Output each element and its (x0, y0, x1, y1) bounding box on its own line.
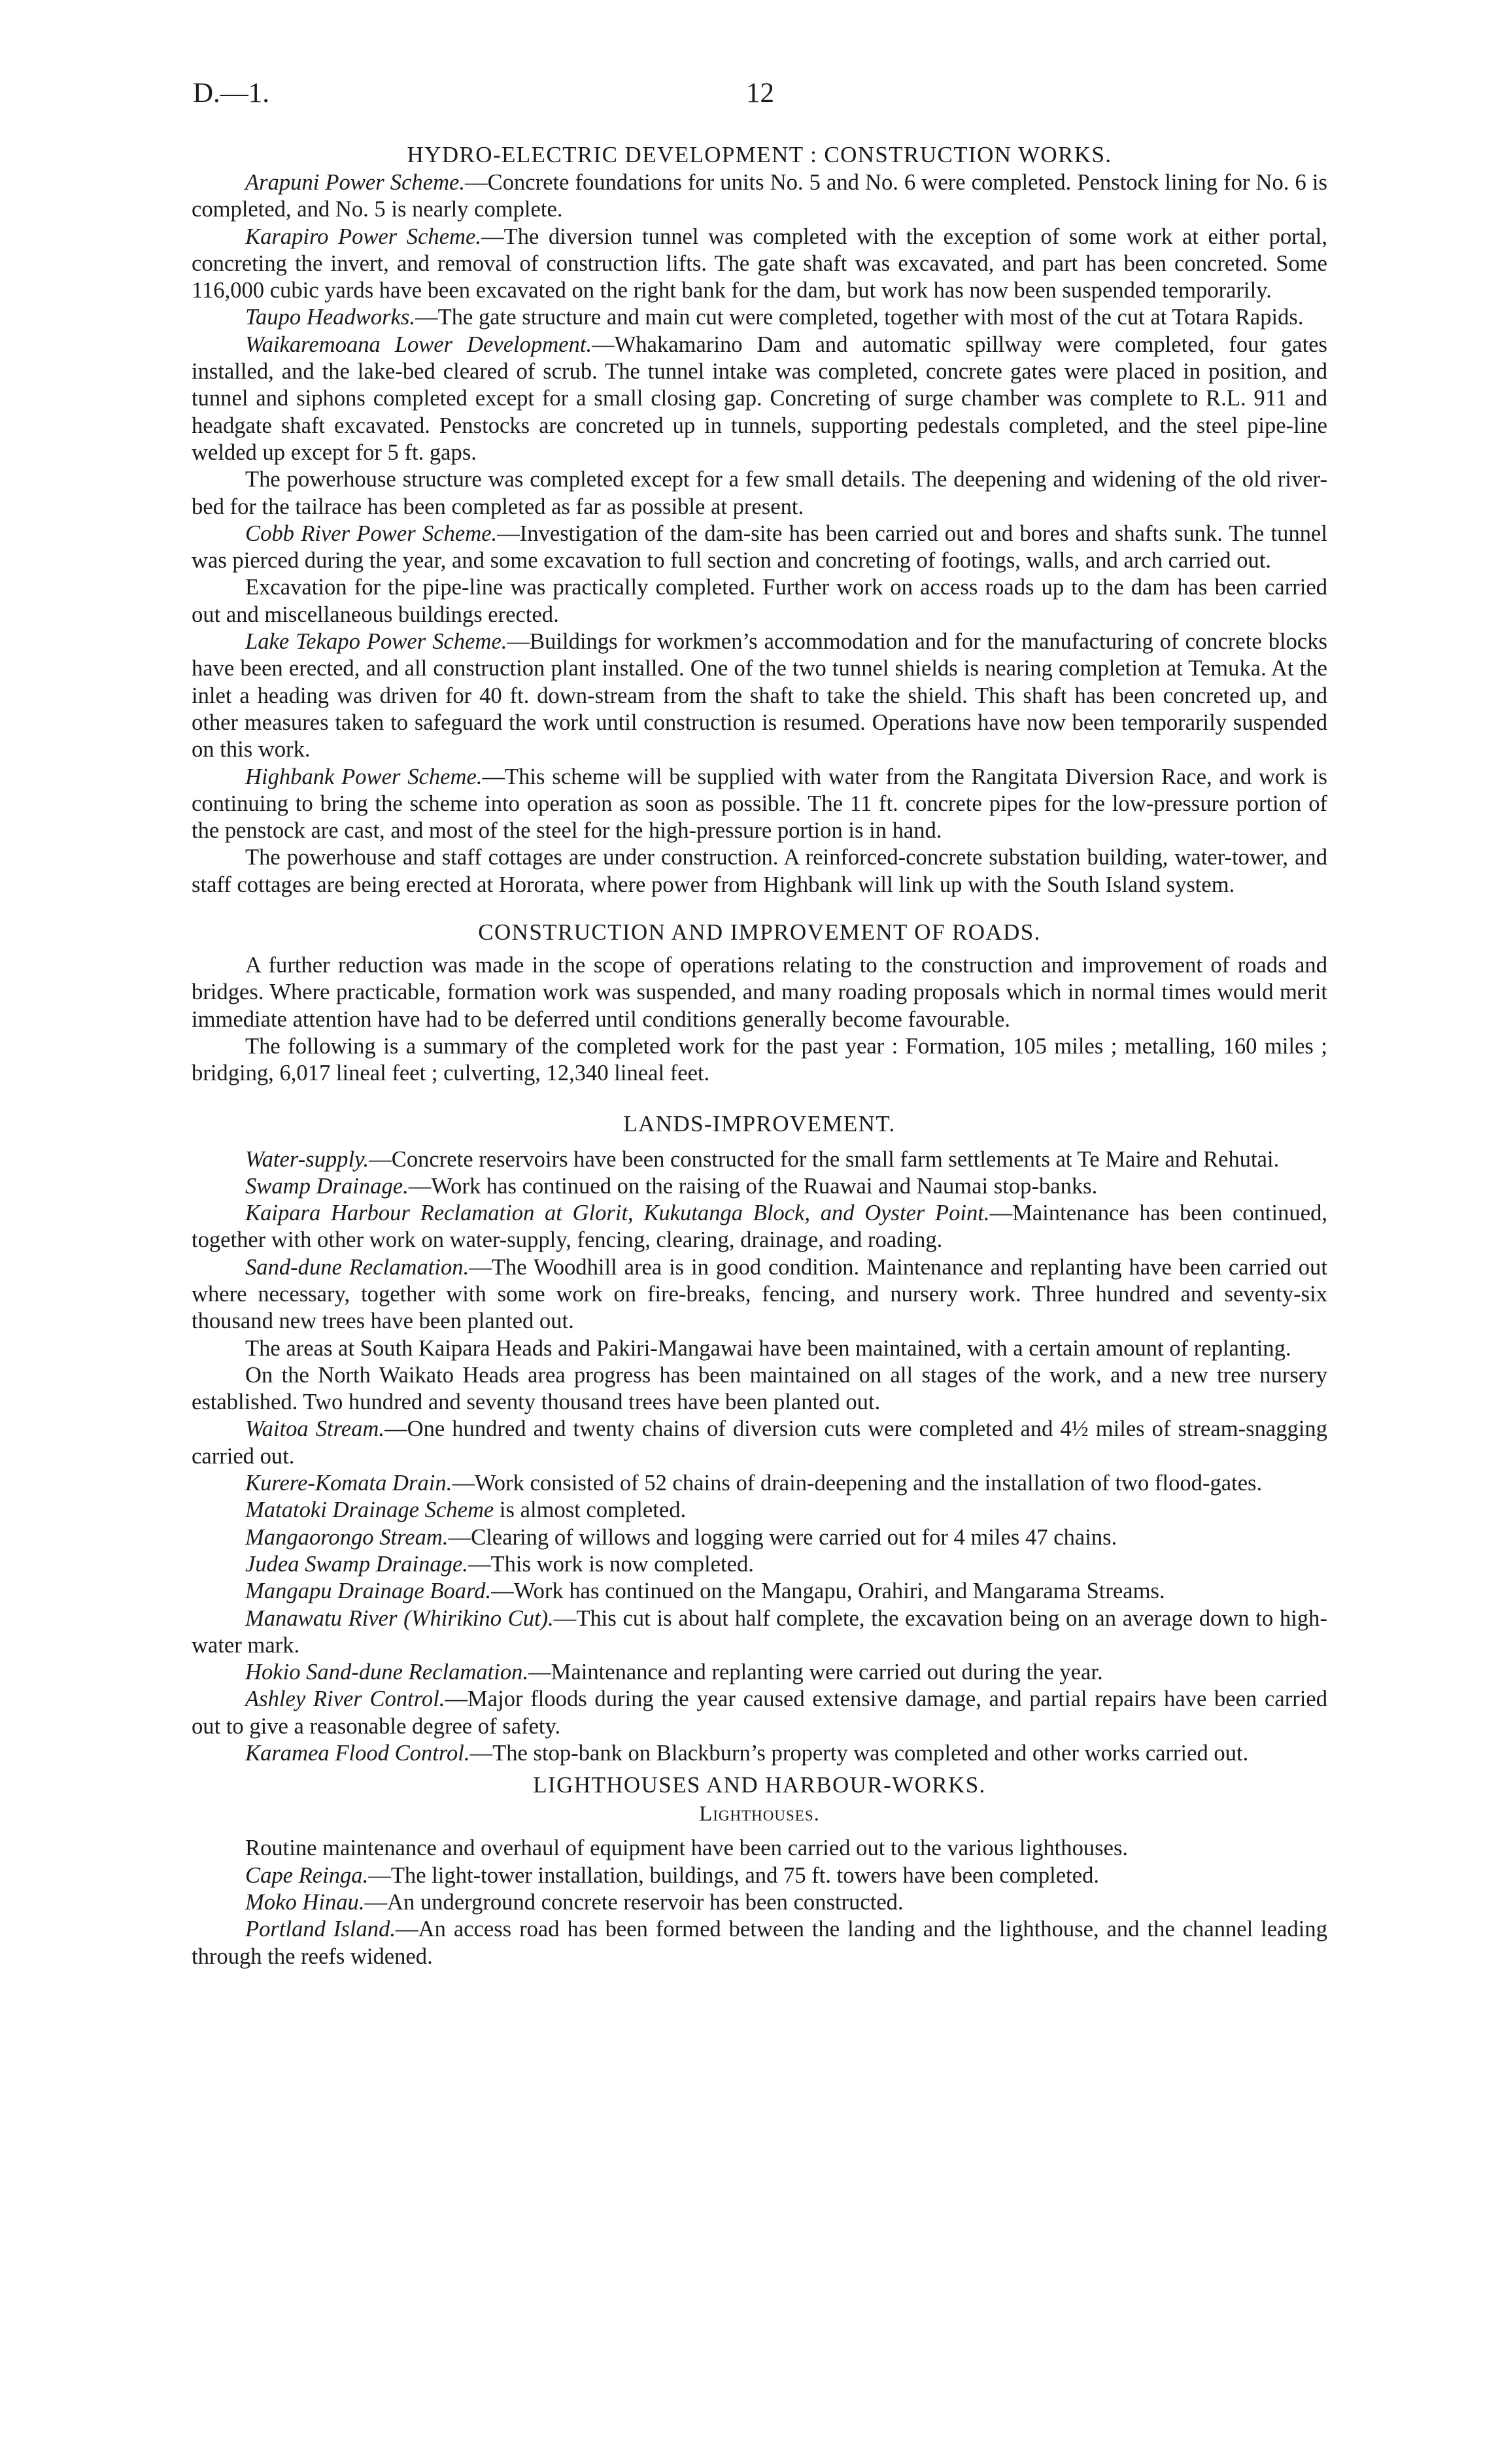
paragraph-ashley (192, 1686, 1327, 1740)
paragraph-lead: Judea Swamp Drainage. (245, 1551, 468, 1577)
paragraph-hokio (192, 1659, 1327, 1686)
paragraph-body: —Concrete foundations for units No. 5 and No. 6 were completed. Penstock lining for No. 6 is completed, and No. 5 is nearly complete. (192, 170, 1327, 222)
paragraph-body: —The Woodhill area is in good condition. Maintenance and replanting have been carried out where necessary, together with some work on fire-breaks, fencing, and nursery work. Three hundred and seventy-six thousand new trees have been planted out. (192, 1254, 1327, 1334)
paragraph-body: —This work is now completed. (468, 1551, 754, 1577)
paragraph-lead: Arapuni Power Scheme. (245, 170, 466, 195)
paragraph-body: —This scheme will be supplied with water from the Rangitata Diversion Race, and work is continuing to bring the scheme into operation as soon as possible. The 11 ft. concrete pipes for the low-pressure portion of the penstock are cast, and most of the steel for the high-pressure portion is in hand. (192, 764, 1327, 844)
paragraph-lead: Hokio Sand-dune Reclamation. (245, 1660, 529, 1685)
paragraph-lead: Manawatu River (Whirikino Cut). (245, 1605, 554, 1631)
paragraph-north-waikato (192, 1362, 1327, 1416)
paragraph-portland-island (192, 1916, 1327, 1970)
paragraph-body: —Concrete reservoirs have been constructed for the small farm settlements at Te Maire and Rehutai. (369, 1146, 1280, 1172)
paragraph-body: —Whakamarino Dam and automatic spillway were completed, four gates installed, and the lake-bed cleared of scrub. The tunnel intake was completed, concrete gates were placed in position, and tunnel and siphons completed except for a small closing gap. Concreting of surge chamber was complete to R.L. 911 and headgate shaft excavated. Penstocks are concreted up in tunnels, supporting pedestals completed, and the steel pipe-line welded up except for 5 ft. gaps. (192, 332, 1327, 465)
paragraph-waikaremoana (192, 332, 1327, 466)
paragraph-moko-hinau (192, 1889, 1327, 1916)
page-body (192, 141, 1327, 1970)
paragraph-lead: Ashley River Control. (245, 1686, 445, 1712)
section-title-hydro: HYDRO-ELECTRIC DEVELOPMENT : CONSTRUCTION WORKS. (407, 142, 1112, 167)
paragraph-highbank-powerhouse (192, 844, 1327, 898)
paragraph-lead: Water-supply. (245, 1146, 369, 1172)
paragraph-cobb-pipeline (192, 574, 1327, 628)
paragraph-waikaremoana-powerhouse (192, 466, 1327, 521)
paragraph-south-kaipara (192, 1335, 1327, 1362)
paragraph-body: —Work has continued on the raising of the Ruawai and Naumai stop-banks. (408, 1173, 1098, 1199)
paragraph-lead: Moko Hinau. (245, 1889, 365, 1915)
paragraph-water-supply (192, 1146, 1327, 1173)
paragraph-karapiro (192, 224, 1327, 305)
document-reference: D.—1. (193, 78, 270, 109)
paragraph-body: —One hundred and twenty chains of diversion cuts were completed and 4½ miles of stream-snagging carried out. (192, 1416, 1327, 1469)
paragraph-body: Excavation for the pipe-line was practically completed. Further work on access roads up to the dam has been carried out and miscellaneous buildings erected. (192, 575, 1327, 627)
paragraph-matatoki (192, 1497, 1327, 1524)
paragraph-lead: Lake Tekapo Power Scheme. (245, 629, 507, 655)
paragraph-sand-dune (192, 1254, 1327, 1335)
paragraph-lead: Waitoa Stream. (245, 1416, 385, 1442)
paragraph-body: —Maintenance and replanting were carried out during the year. (528, 1660, 1103, 1685)
paragraph-taupo (192, 304, 1327, 331)
paragraph-body: —Investigation of the dam-site has been carried out and bores and shafts sunk. The tunnel was pierced during the year, and some excavation to full section and concreting of footings, walls, and arch carried out. (192, 521, 1327, 573)
paragraph-body: —Work has continued on the Mangapu, Orahiri, and Mangarama Streams. (491, 1579, 1165, 1604)
paragraph-body: On the North Waikato Heads area progress has been maintained on all stages of the work, and a new tree nursery established. Two hundred and seventy thousand trees have been planted out. (192, 1362, 1327, 1415)
paragraph-body: The areas at South Kaipara Heads and Pakiri-Mangawai have been maintained, with a certain amount of replanting. (245, 1335, 1291, 1361)
paragraph-judea (192, 1551, 1327, 1578)
paragraph-body: The powerhouse structure was completed except for a few small details. The deepening and widening of the old river-bed for the tailrace has been completed as far as possible at present. (192, 467, 1327, 519)
paragraph-lead: Kaipara Harbour Reclamation at Glorit, Kukutanga Block, and Oyster Point. (245, 1201, 990, 1226)
paragraph-body: —An underground concrete reservoir has been constructed. (364, 1889, 904, 1915)
paragraph-waitoa (192, 1416, 1327, 1470)
paragraph-swamp-drainage (192, 1173, 1327, 1200)
paragraph-lead: Swamp Drainage. (245, 1173, 409, 1199)
paragraph-highbank (192, 764, 1327, 845)
subsection-title-lighthouses: Lighthouses. (699, 1802, 820, 1826)
paragraph-lead: Portland Island. (245, 1917, 396, 1942)
paragraph-manawatu (192, 1605, 1327, 1660)
paragraph-body: —The light-tower installation, buildings, and 75 ft. towers have been completed. (368, 1862, 1099, 1888)
section-title-roads: CONSTRUCTION AND IMPROVEMENT OF ROADS. (478, 919, 1041, 946)
paragraph-lead: Cobb River Power Scheme. (245, 521, 498, 546)
paragraph-lake-tekapo (192, 628, 1327, 763)
paragraph-routine-maintenance (192, 1835, 1327, 1862)
paragraph-roads-reduction (192, 952, 1327, 1033)
paragraph-roads-summary (192, 1033, 1327, 1087)
paragraph-body: Routine maintenance and overhaul of equipment have been carried out to the various lighthouses. (245, 1836, 1129, 1861)
paragraph-lead: Kurere-Komata Drain. (245, 1471, 452, 1496)
paragraph-body: —This cut is about half complete, the excavation being on an average down to high-water mark. (192, 1605, 1327, 1658)
paragraph-mangaorongo (192, 1524, 1327, 1551)
paragraph-body: The powerhouse and staff cottages are under construction. A reinforced-concrete substation building, water-tower, and staff cottages are being erected at Hororata, where power from Highbank will link up with the South Island system. (192, 845, 1327, 897)
section-title-lands: LANDS-IMPROVEMENT. (623, 1110, 896, 1137)
paragraph-lead: Taupo Headworks. (245, 305, 416, 330)
section-title-lighthouses: LIGHTHOUSES AND HARBOUR-WORKS. (533, 1772, 986, 1798)
paragraph-cape-reinga (192, 1862, 1327, 1889)
paragraph-kurere-komata (192, 1470, 1327, 1497)
paragraph-kaipara (192, 1200, 1327, 1254)
paragraph-body: —Buildings for workmen’s accommodation and for the manufacturing of concrete blocks have been erected, and all construction plant installed. One of the two tunnel shields is nearing completion at Temuka. At the inlet a heading was driven for 40 ft. down-stream from the shaft to take the shield. This shaft has been concreted up, and other measures taken to safeguard the work until construction is resumed. Operations have now been temporarily suspended on this work. (192, 629, 1328, 762)
paragraph-lead: Mangaorongo Stream. (245, 1524, 449, 1550)
paragraph-body: —The diversion tunnel was completed with the exception of some work at either portal, concreting the invert, and removal of construction lifts. The gate shaft was excavated, and part has been concreted. Some 116,000 cubic yards have been excavated on the right bank for the dam, but work has now been suspended temporarily. (192, 224, 1327, 303)
paragraph-lead: Sand-dune Reclamation. (245, 1254, 469, 1280)
paragraph-mangapu (192, 1578, 1327, 1605)
paragraph-body: A further reduction was made in the scope of operations relating to the construction and improvement of roads and bridges. Where practicable, formation work was suspended, and many roading proposals which in normal times would merit immediate attention have had to be deferred until conditions generally become favourable. (192, 953, 1327, 1032)
paragraph-cobb-river (192, 521, 1327, 575)
paragraph-lead: Waikaremoana Lower Development. (245, 332, 592, 357)
paragraph-lead: Karamea Flood Control. (245, 1741, 470, 1766)
paragraph-lead: Highbank Power Scheme. (245, 764, 483, 789)
paragraph-body: The following is a summary of the completed work for the past year : Formation, 105 miles ; metalling, 160 miles ; bridging, 6,017 lineal feet ; culverting, 12,340 lineal feet. (192, 1033, 1327, 1086)
paragraph-body: —Maintenance has been continued, together with other work on water-supply, fencing, clearing, drainage, and roading. (192, 1201, 1327, 1253)
paragraph-karamea (192, 1740, 1327, 1767)
paragraph-lead: Karapiro Power Scheme. (245, 224, 482, 249)
paragraph-body: —Clearing of willows and logging were carried out for 4 miles 47 chains. (448, 1524, 1117, 1550)
paragraph-body: is almost completed. (494, 1497, 687, 1523)
paragraph-body: —Major floods during the year caused extensive damage, and partial repairs have been carried out to give a reasonable degree of safety. (192, 1686, 1327, 1739)
paragraph-body: —The gate structure and main cut were completed, together with most of the cut at Totara Rapids. (415, 305, 1304, 330)
paragraph-lead: Cape Reinga. (245, 1862, 369, 1888)
page-number: 12 (746, 78, 774, 109)
paragraph-body: —Work consisted of 52 chains of drain-deepening and the installation of two flood-gates. (452, 1471, 1263, 1496)
paragraph-lead: Mangapu Drainage Board. (245, 1579, 492, 1604)
paragraph-body: —The stop-bank on Blackburn’s property was completed and other works carried out. (469, 1741, 1249, 1766)
paragraph-body: —An access road has been formed between the landing and the lighthouse, and the channel leading through the reefs widened. (192, 1917, 1327, 1969)
paragraph-arapuni (192, 169, 1327, 224)
paragraph-lead: Matatoki Drainage Scheme (245, 1497, 494, 1523)
page-header (193, 77, 1327, 116)
